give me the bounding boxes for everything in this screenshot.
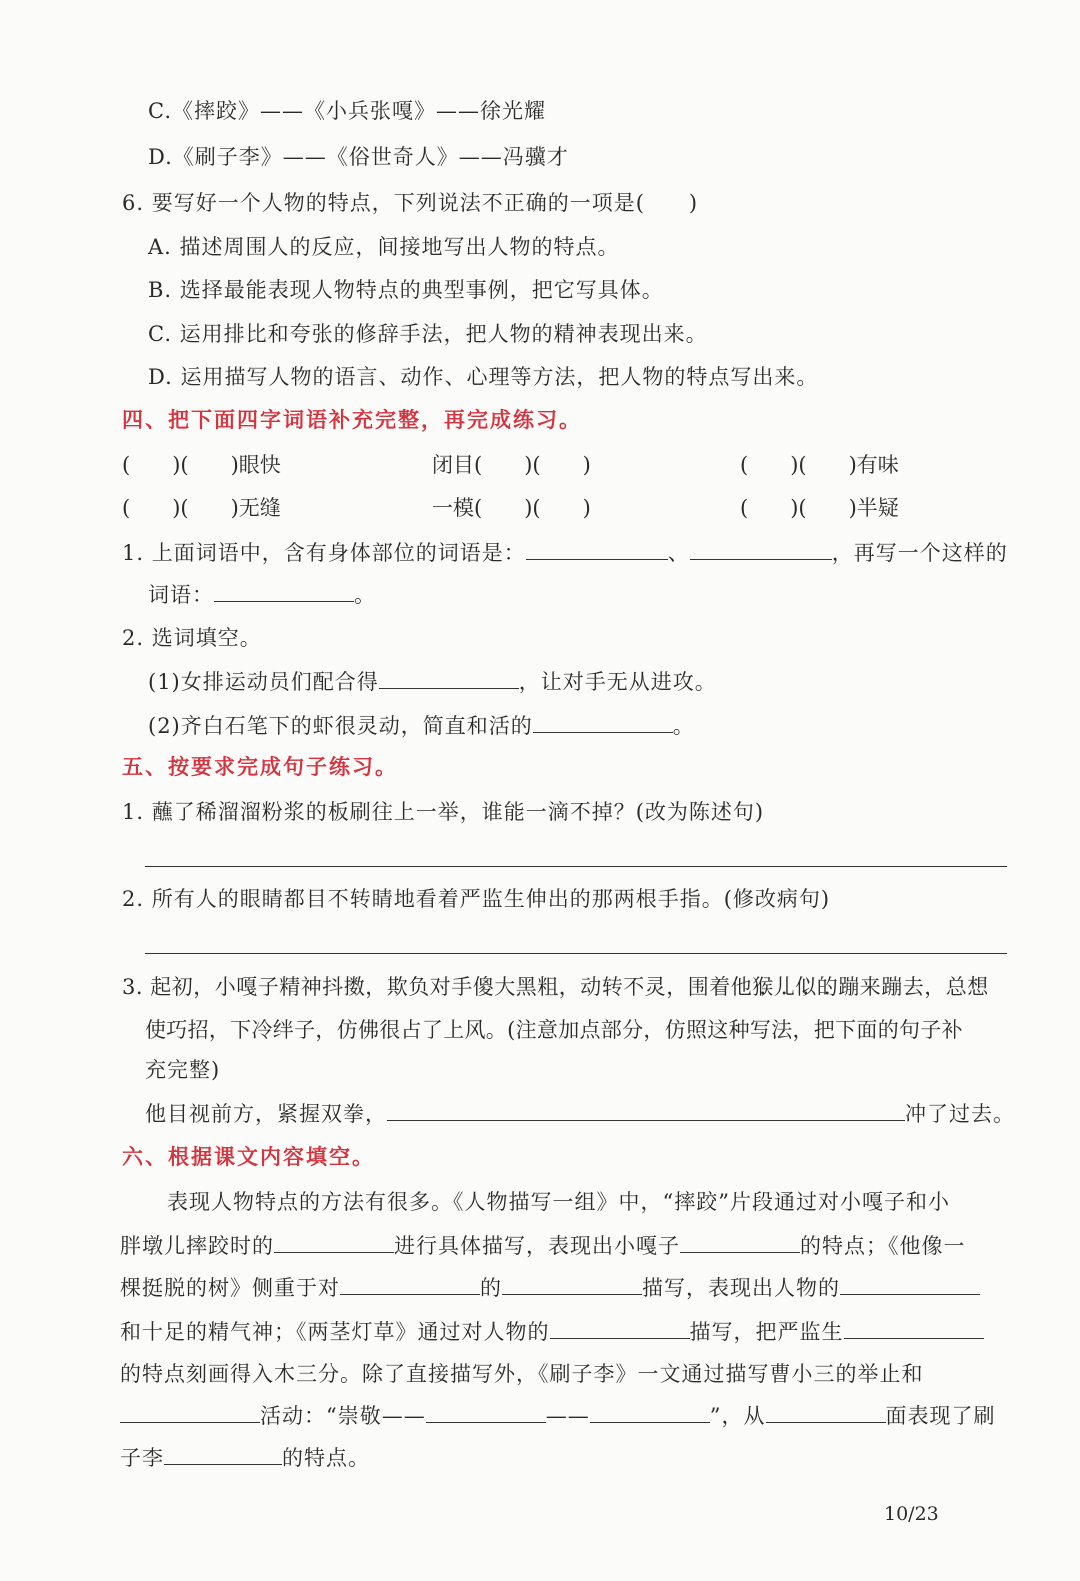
sec5-q3-prompt: 他目视前方，紧握双拳，	[145, 1102, 387, 1126]
dotted-char: 猴	[752, 975, 774, 999]
dotted-char: 的	[816, 975, 839, 999]
answer-blank[interactable]	[340, 1274, 480, 1295]
sec6-text: 子李	[120, 1446, 164, 1470]
q6-option-d: D. 运用描写人物的语言、动作、心理等方法，把人物的特点写出来。	[148, 365, 819, 389]
sec6-text: 的特点；《他像一	[800, 1234, 966, 1258]
page-number: 10/23	[884, 1503, 939, 1525]
sec6-text: 进行具体描写，表现出小嘎子	[394, 1234, 680, 1258]
answer-blank[interactable]	[766, 1402, 886, 1423]
answer-blank[interactable]	[526, 539, 668, 560]
sec6-text: 和十足的精气神；《两茎灯草》通过对人物的	[120, 1320, 550, 1344]
q6-stem: 6. 要写好一个人物的特点，下列说法不正确的一项是( )	[122, 191, 699, 215]
sec4-q1-text: 1. 上面词语中，含有身体部位的词语是：	[122, 541, 526, 565]
sec6-para-line6	[120, 1400, 996, 1430]
sec4-q1-sep: 、	[667, 541, 690, 565]
sec6-text: 棵挺脱的树》侧重于对	[120, 1276, 340, 1300]
sec4-q2-1-tail: ，让对手无从进攻。	[518, 670, 717, 694]
sec6-para-line3	[120, 1272, 980, 1302]
q6-option-a: A. 描述周围人的反应，间接地写出人物的特点。	[148, 235, 620, 259]
sec5-q3-line3: 充完整)	[145, 1058, 221, 1082]
sec4-q2-2	[148, 710, 695, 740]
sec5-q3-line1	[122, 971, 989, 1001]
idiom-1: ( )( )眼快	[122, 453, 281, 477]
sec4-q1-line2	[148, 579, 376, 609]
sec5-q3-text: 3. 起初，小嘎子精神抖擞，欺负对手傻大黑粗，动转不灵，围着他	[122, 975, 753, 999]
answer-blank[interactable]	[426, 1402, 546, 1423]
sec4-q1-end: 。	[354, 583, 376, 607]
dotted-char: 儿	[773, 975, 796, 999]
answer-blank[interactable]	[844, 1318, 984, 1339]
sec6-para-line1: 表现人物特点的方法有很多。《人物描写一组》中，“摔跤”片段通过对小嘎子和小	[167, 1190, 950, 1214]
sec6-text: 活动：“崇敬——	[260, 1404, 426, 1428]
answer-blank[interactable]	[387, 1100, 905, 1121]
sec6-text: 的特点。	[282, 1446, 370, 1470]
answer-blank[interactable]	[120, 1402, 260, 1423]
sec5-q1: 1. 蘸了稀溜溜粉浆的板刷往上一举，谁能一滴不掉？(改为陈述句)	[122, 800, 765, 824]
section-6-title: 六、根据课文内容填空。	[122, 1145, 375, 1169]
sec4-q1-line	[122, 537, 1008, 567]
section-4-title: 四、把下面四字词语补充完整，再完成练习。	[122, 408, 582, 432]
sec5-q3-text-tail: 蹦来蹦去，总想	[838, 975, 989, 999]
sec6-text: 的	[480, 1276, 502, 1300]
sec6-para-line4	[120, 1316, 984, 1346]
answer-blank[interactable]	[840, 1274, 980, 1295]
sec6-text: 胖墩儿摔跤时的	[120, 1234, 274, 1258]
answer-blank[interactable]	[214, 581, 354, 602]
idiom-4: ( )( )无缝	[122, 496, 281, 520]
idiom-3: ( )( )有味	[740, 453, 899, 477]
idiom-2: 闭目( )( )	[432, 453, 591, 477]
sec4-q2-2-tail: 。	[672, 714, 695, 738]
sec6-para-line7	[120, 1442, 370, 1472]
answer-line[interactable]	[145, 953, 1007, 954]
answer-blank[interactable]	[379, 668, 519, 689]
sec6-text: ”，从	[709, 1404, 766, 1428]
answer-blank[interactable]	[590, 1402, 710, 1423]
sec4-q1-tail: ，再写一个这样的	[831, 541, 1008, 565]
q6-option-b: B. 选择最能表现人物特点的典型事例，把它写具体。	[148, 278, 664, 302]
sec6-para-line2	[120, 1230, 966, 1260]
idiom-5: 一模( )( )	[432, 496, 591, 520]
sec6-text: 描写，把严监生	[689, 1320, 844, 1344]
sec4-q2: 2. 选词填空。	[122, 626, 262, 650]
answer-blank[interactable]	[274, 1232, 394, 1253]
q5-option-d: D.《刷子李》——《俗世奇人》——冯骥才	[148, 145, 569, 169]
sec4-q2-2-text: (2)齐白石笔下的虾很灵动，简直和活的	[148, 714, 533, 738]
answer-blank[interactable]	[690, 539, 832, 560]
sec5-q3-line4	[145, 1098, 1015, 1128]
answer-line[interactable]	[145, 866, 1007, 867]
q5-option-c: C.《摔跤》——《小兵张嘎》——徐光耀	[148, 99, 546, 123]
idiom-6: ( )( )半疑	[740, 496, 899, 520]
section-5-title: 五、按要求完成句子练习。	[122, 755, 398, 779]
sec6-text: ——	[545, 1404, 590, 1428]
sec6-para-line5: 的特点刻画得入木三分。除了直接描写外，《刷子李》一文通过描写曹小三的举止和	[120, 1362, 924, 1386]
sec6-text: 面表现了刷	[885, 1404, 996, 1428]
sec4-q2-1-text: (1)女排运动员们配合得	[148, 670, 379, 694]
sec4-q2-1	[148, 666, 717, 696]
answer-blank[interactable]	[533, 712, 673, 733]
sec5-q3-line2: 使巧招，下冷绊子，仿佛很占了上风。(注意加点部分，仿照这种写法，把下面的句子补	[145, 1018, 963, 1042]
answer-blank[interactable]	[680, 1232, 800, 1253]
sec6-text: 描写，表现出人物的	[642, 1276, 840, 1300]
sec4-q1-word-label: 词语：	[148, 583, 214, 607]
answer-blank[interactable]	[164, 1444, 282, 1465]
answer-blank[interactable]	[550, 1318, 690, 1339]
dotted-char: 似	[795, 975, 817, 999]
answer-blank[interactable]	[502, 1274, 642, 1295]
sec5-q3-prompt-tail: 冲了过去。	[905, 1102, 1015, 1126]
sec5-q2: 2. 所有人的眼睛都目不转睛地看着严监生伸出的那两根手指。(修改病句)	[122, 887, 831, 911]
q6-option-c: C. 运用排比和夸张的修辞手法，把人物的精神表现出来。	[148, 322, 708, 346]
